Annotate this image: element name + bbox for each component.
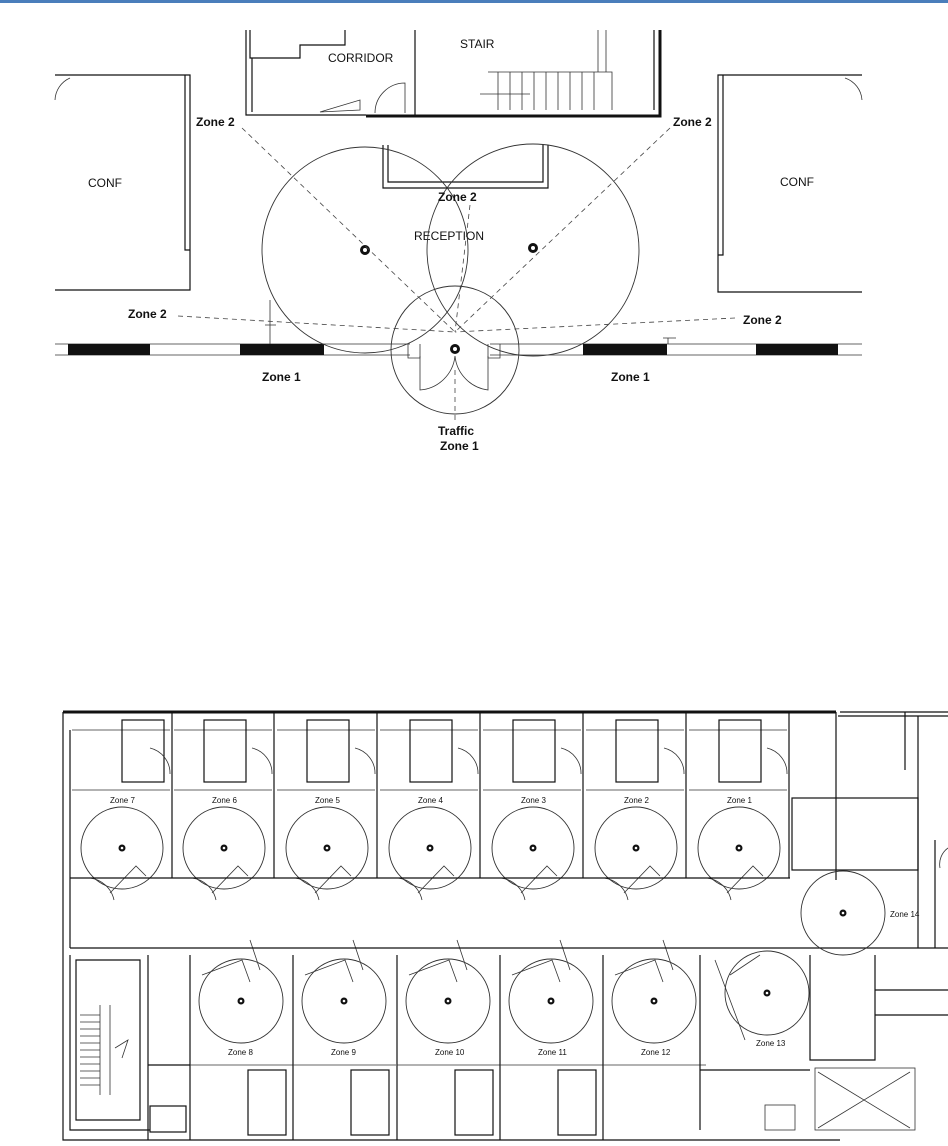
stair-label: STAIR: [460, 37, 495, 51]
room-zone4: [380, 712, 480, 900]
room-zone-label: Zone 1: [727, 796, 752, 805]
sensor-icon: [651, 998, 658, 1005]
zone13-label: Zone 13: [756, 1039, 786, 1048]
service-rooms-right: [792, 798, 948, 1130]
room-zone-label: Zone 8: [228, 1048, 253, 1057]
traffic-zone1-label: Zone 1: [440, 439, 479, 453]
room-zone2: [586, 712, 686, 900]
room-zone3: [483, 712, 583, 900]
zone14-label: Zone 14: [890, 910, 920, 919]
conf-left-label: CONF: [88, 176, 122, 190]
room-zone10: [397, 940, 500, 1140]
traffic-label: Traffic: [438, 424, 475, 438]
sensor-icon: [221, 845, 228, 852]
lower-patient-rooms: [148, 940, 706, 1140]
room-zone-label: Zone 6: [212, 796, 237, 805]
zone2-top-right-label: Zone 2: [673, 115, 712, 129]
corridor-walls: [70, 878, 810, 948]
room-zone-label: Zone 3: [521, 796, 546, 805]
room-zone-label: Zone 7: [110, 796, 135, 805]
zone2-top-left-label: Zone 2: [196, 115, 235, 129]
sensor-icon: [764, 990, 771, 997]
sensor-icon: [633, 845, 640, 852]
zone1-right-label: Zone 1: [611, 370, 650, 384]
conf-right-label: CONF: [780, 175, 814, 189]
room-zone-label: Zone 11: [538, 1048, 567, 1057]
room-zone1: [689, 712, 789, 900]
sensor-icon: [427, 845, 434, 852]
room-zone8: [190, 940, 293, 1140]
sensor-icon: [119, 845, 126, 852]
stair-block: [76, 960, 140, 1120]
sensor-icon: [341, 998, 348, 1005]
sensor-icon: [324, 845, 331, 852]
zone1-left-label: Zone 1: [262, 370, 301, 384]
room-zone-label: Zone 2: [624, 796, 649, 805]
room-zone6: [174, 712, 274, 900]
reception-label: RECEPTION: [414, 229, 485, 243]
room-zone13: [700, 951, 810, 1130]
sensor-icon: [548, 998, 555, 1005]
room-zone-label: Zone 4: [418, 796, 443, 805]
room-zone12: [603, 940, 706, 1140]
room-zone-label: Zone 10: [435, 1048, 465, 1057]
sensor-icon: [530, 845, 537, 852]
zone2-mid-left-label: Zone 2: [128, 307, 167, 321]
corridor-label: CORRIDOR: [328, 51, 394, 65]
sensor-icon: [840, 910, 847, 917]
sensor-icon: [445, 998, 452, 1005]
room-zone11: [500, 940, 603, 1140]
sensor-icon: [736, 845, 743, 852]
zone2-center-label: Zone 2: [438, 190, 477, 204]
zone2-mid-right-label: Zone 2: [743, 313, 782, 327]
room-zone5: [277, 712, 377, 900]
room-zone-label: Zone 5: [315, 796, 340, 805]
sensor-icon: [238, 998, 245, 1005]
room-zone7: [72, 712, 172, 900]
room-zone9: [293, 940, 396, 1140]
upper-patient-rooms: [72, 712, 789, 900]
room-zone-label: Zone 12: [641, 1048, 671, 1057]
room-zone-label: Zone 9: [331, 1048, 356, 1057]
